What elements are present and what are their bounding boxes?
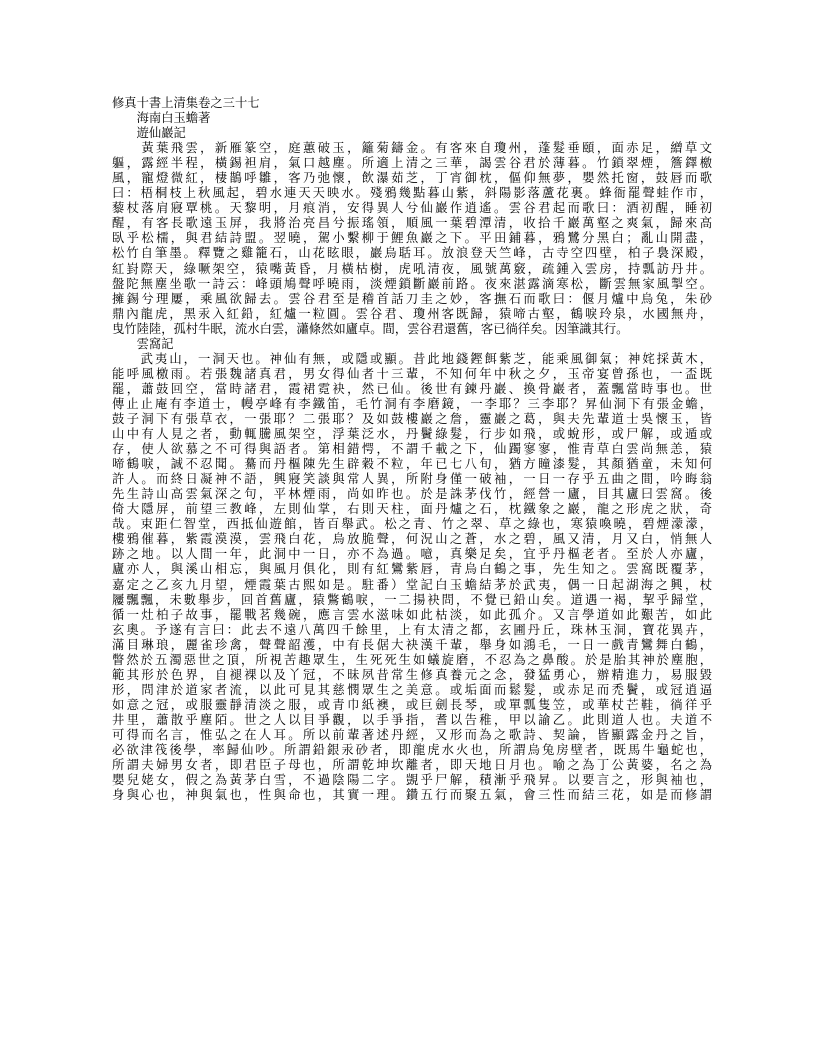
text-line: 井里，蕭散乎塵陌。世之人以目爭觀，以手爭指，耆以告稚，甲以諭乙。此則道人也。夫道不 <box>112 712 712 727</box>
text-line: 鼎內龍虎，黑汞入紅鉛，紅爐一粒圓。雲谷君、瓊州客既歸，猿啼古壑，鶴唳玲泉，水國無舟， <box>112 306 712 321</box>
text-line: 所謂夫婦男女者，即君臣子母也，所謂乾坤坎離者，即天地日月也。喻之為丁公黃婆，名之為 <box>112 758 712 773</box>
text-line: 擁錫兮理屢，乘風欲歸去。雲谷君至是稽首話刀圭之妙，客撫石而歌曰：偃月爐中烏兔，朱砂 <box>112 291 712 306</box>
text-line: 風，寵燈微紅，棲鵲呼雛，客乃弛懷，飲瀑茹芝，丁宵御枕，傴仰無夢，嬰然托窗，鼓唇而歌 <box>112 171 712 186</box>
text-line: 如意之冠，或服靈靜清淡之服，或青巾紙襖，或巨劍長琴，或單瓢隻笠，或華杖芒鞋，徜徉乎 <box>112 697 712 712</box>
text-line: 盤陀無塵坐歌一詩云：峰頭鳩聲呼曉雨，淡煙鎖斷巖前路。夜來湛露滴寒松，斷雲無家風掣空。 <box>112 276 712 291</box>
section-heading-yunwoji: 雲窩記 <box>136 336 174 351</box>
text-line: 存，使人欲慕之不可得與語者。第相錯愕，不謂千載之下，仙躅寥寥，惟青草白雲尚無恙，猿 <box>112 442 712 457</box>
text-line: 傳止止庵有李道士，幔亭峰有李鐵笛，毛竹洞有李磨鏡，一李耶？三李耶？昇仙洞下有張金蟾， <box>112 396 712 411</box>
text-line: 哉。束距仁智堂，西抵仙遊館，皆百舉武。松之青、竹之翠、草之綠也，寒猿喚曉，碧煙濛濛， <box>112 517 712 532</box>
text-line: 嘉定之乙亥九月望，煙霞葉古熙如是。駐番）堂記白玉蟾結茅於武夷，偶一日起湖海之興，杖 <box>112 577 712 592</box>
text-line: 山中有人見之者，動輒騰風架空，浮葉泛水，丹鬢綠髮，行步如飛，或蛻形，或尸解，或遁或 <box>112 427 712 442</box>
text-line: 嬰兒姥女，假之為黃茅白雪，不過陰陽二字。覬乎尸解，積漸乎飛昇。以要言之，形與袖也， <box>112 773 712 788</box>
text-line: 黃葉飛雲，新雁篆空，庭蕙破玉，籬菊鑄金。有客來自瓊州，蓬髮垂頤，面赤足，繒草文 <box>112 141 712 156</box>
section-body-yunwoji <box>112 352 712 803</box>
text-line: 先生詩山高雲氣深之句，平林煙雨，尚如昨也。於是誅茅伐竹，經營一廬，目其廬曰雲窩。後 <box>112 487 712 502</box>
text-line: 曳竹陸陸，孤村牛眠，流水白雲，瀟條然如廬卓。間，雲谷君還舊，客已徜徉矣。因筆識其行。 <box>112 321 629 336</box>
document-body <box>112 96 712 803</box>
text-line: 樓鴉催暮，紫霞漠漠，雲飛白花，烏放脆聲，何況山之蒼，水之碧，風又清，月又白，悄無人 <box>112 532 712 547</box>
text-line: 武夷山，一洞天也。神仙有無，或隱或顯。昔此地錢鏗餌紫芝，能乘風御氣；神姹採黃木， <box>112 351 712 366</box>
document-title: 修真十書上清集卷之三十七 <box>112 96 260 110</box>
text-line: 啼鶴唳，誠不忍聞。驀而丹樞陳先生辟穀不粒，年已七八旬，猶方瞳漆髮，其顏猶童，未知何 <box>112 457 712 472</box>
text-line: 身與心也，神與氣也，性與命也，其實一理。鑽五行而聚五氣，會三性而結三花，如是而修謂 <box>112 788 712 803</box>
text-line: 廬亦人，與溪山相忘，與風月俱化，則有紅鸞紫唇，青烏白鶴之事，先生知之。雲窩既覆茅， <box>112 562 712 577</box>
text-line: 醒，有客長歌遠玉屏，我將治亮昌兮振瑤領，順風一葉碧潭清，收拾千巖萬壑之爽氣，歸來高 <box>112 216 712 231</box>
text-line: 倚大隱屏，前望三教峰，左則仙掌，右則天柱，面丹爐之石，枕鐵象之巖，龍之形虎之狀，奇 <box>112 502 712 517</box>
text-line: 曰：梧桐枝上秋風起，碧水連天天映水。殘鴉幾點暮山紫，斜陽影落蘆花裏。蜂衙罷聲蛙作市， <box>112 186 712 201</box>
text-line: 範其形於色界，自褪裸以及丫冠，不昧夙昔常生修真養元之念，發猛勇心，辦精進力，易服毀 <box>112 667 712 682</box>
text-line: 跡之地。以人間一年，此洞中一日，亦不為過。噫，真樂足矣，宜乎丹樞老者。至於人亦廬， <box>112 547 712 562</box>
text-line: 必欲津筏後學，率歸仙吵。所謂鉛銀汞砂者，即龍虎水火也，所謂烏兔房壁者，既馬牛龜蛇也， <box>112 743 712 758</box>
text-line: 屨飄飄，未數舉步，回首舊廬，猿鷩鶴唳，一二揚袂問，不覺已鉛山矣。道遇一褐，挈乎歸堂， <box>112 592 712 607</box>
text-line: 能呼風檄雨。若張魏諸真君，男女得仙者十三輩，不知何年中秋之夕，玉帝宴曾孫也，一盃既 <box>112 366 712 381</box>
text-line: 形，問津於道家者流，以此可見其慈憫眾生之美意。或垢面而鬆髮，或赤足而禿鬢，或冠逍逼 <box>112 682 712 697</box>
text-line: 松竹自筆墨。釋覽之雞籠石，山花眩眼，巖烏聒耳。放浪登天竺峰，古寺空四壁，柏子裊深殿， <box>112 246 712 261</box>
text-line: 瞥然於五濁惡世之頂，所視苦趣眾生，生死死生如蟻旋磨，不忍為之鼻酸。於是胎其神於塵胞， <box>112 652 712 667</box>
text-line: 滿目琳琅，麗雀珍禽，聲聲韶濩，中有長倨大袂漢千輩，舉身如鴻毛，一日一戲青鸞舞白鶴， <box>112 637 712 652</box>
section-heading-youxianyanji: 遊仙巖記 <box>136 126 186 141</box>
text-line: 玄奧。予遂有言曰：此去不遠八萬四千餘里，上有太清之都，玄圃丹丘，珠林玉洞，寶花異卉， <box>112 622 712 637</box>
text-line: 循一灶柏子故事，罷戰茗幾碗，應言雲水滋味如此枯淡，如此孤介。又言學道如此艱苦，如此 <box>112 607 712 622</box>
text-line: 鼓子洞下有張草衣，一張耶？二張耶？及如鼓樓巖之詹，靈巖之葛，與夫先輩道士吳懷玉，皆 <box>112 411 712 426</box>
text-line: 藜杖落肩寢覃桃。天黎明，月痕消，安得異人兮仙巖作逍遙。雲谷君起而歌曰：酒初醒，睡初 <box>112 201 712 216</box>
text-line: 罷，蕭鼓回空，當時諸君，霞裙霓袂，然已仙。後世有鍊丹巖、換骨巖者，蓋飄當時事也。世 <box>112 381 712 396</box>
text-line: 許人。而終日凝神不語，興寢笑談與常人異，所附身僅一破袖，一日一存乎五曲之間，吟晦翁 <box>112 472 712 487</box>
text-line: 可得而名言，惟弘之在人耳。所以前輩著述丹經，又形而為之歌詩、契論，皆顯露金丹之旨， <box>112 727 712 742</box>
text-line: 軀，露經半程，橫錫袒肩，氣口越塵。所適上清之三華，謁雲谷君於薄暮。竹鎖翠煙，簷鐸檄 <box>112 156 712 171</box>
text-line: 紅崶際天，綠噘架空，猿嘴黃昏，月橫枯樹，虎吼清夜，風號萬竅，疏鍾入雲房，持瓢訪丹井。 <box>112 261 712 276</box>
section-body-youxianyanji <box>112 141 712 337</box>
author-line: 海南白玉蟾著 <box>136 111 211 126</box>
text-line: 臥乎松檽，與君結詩盟。翌曉，駕小繫柳于鯉魚巖之下。平田鋪暮，鴉鷺分黑白；亂山開盡， <box>112 231 712 246</box>
